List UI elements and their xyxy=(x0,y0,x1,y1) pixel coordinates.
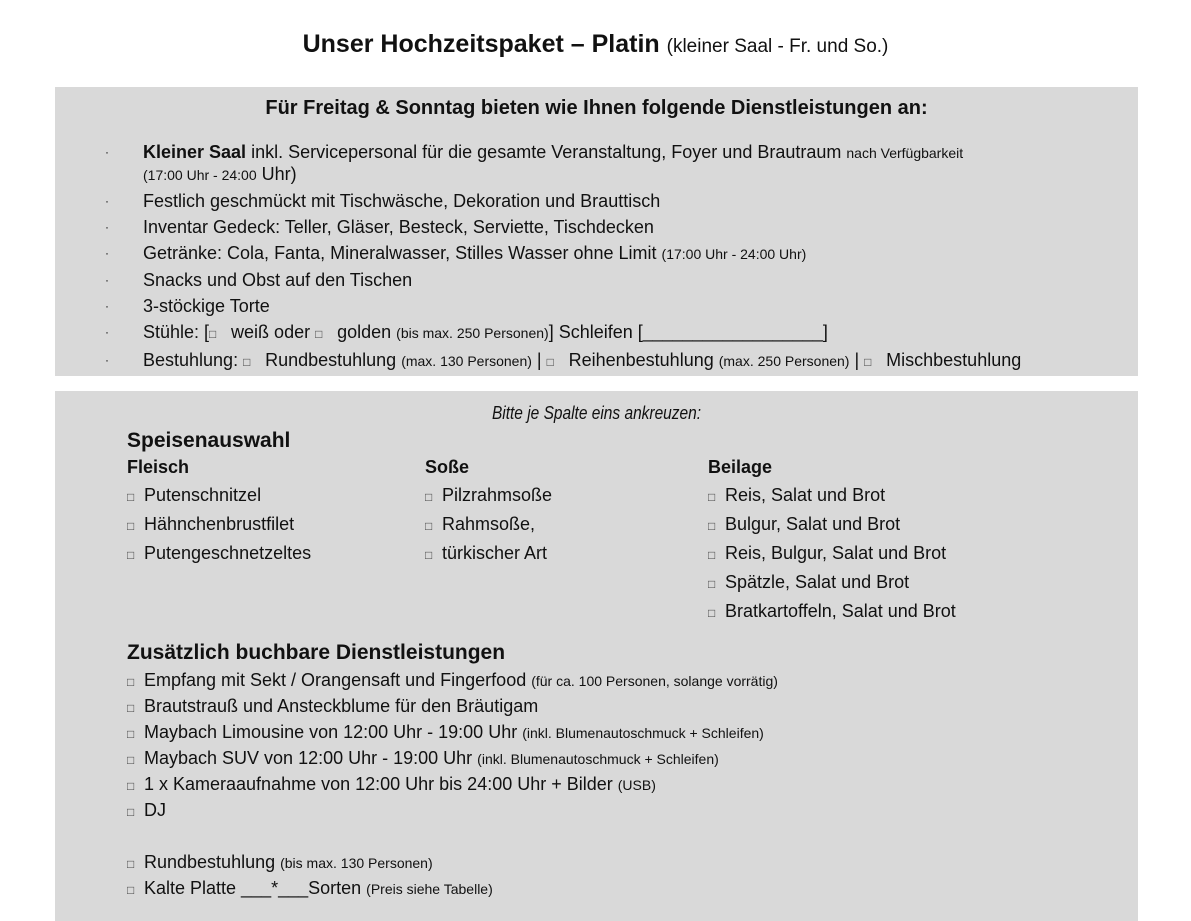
checkbox[interactable]: □ xyxy=(708,606,716,620)
bestuhlung-reihe: Reihenbestuhlung xyxy=(563,350,719,370)
saal-label: Kleiner Saal xyxy=(143,142,247,162)
stuehle-text-a: Stühle: [ xyxy=(143,322,210,342)
option-label: Putenschnitzel xyxy=(144,485,262,505)
page-title-main: Unser Hochzeitspaket – Platin xyxy=(302,30,660,58)
column-fleisch xyxy=(127,457,311,572)
checkbox[interactable]: □ xyxy=(425,519,433,533)
column-header: Fleisch xyxy=(127,457,190,477)
snacks-text: Snacks und Obst auf den Tischen xyxy=(143,270,413,290)
separator: | xyxy=(531,350,547,370)
getraenke-text: Getränke: Cola, Fanta, Mineralwasser, Stilles Wasser ohne Limit xyxy=(143,243,662,263)
inventar-text: Inventar Gedeck: Teller, Gläser, Besteck, Serviette, Tischdecken xyxy=(143,217,654,237)
torte-text: 3-stöckige Torte xyxy=(143,296,270,316)
extra-dj[interactable] xyxy=(127,800,778,826)
checkbox[interactable]: □ xyxy=(708,548,716,562)
checkbox[interactable]: □ xyxy=(127,727,135,741)
service-item-saal xyxy=(55,142,1103,186)
speisenauswahl-heading: Speisenauswahl xyxy=(127,429,291,452)
option-putengeschnetzeltes[interactable] xyxy=(127,543,311,572)
checkbox[interactable]: □ xyxy=(425,490,433,504)
extra-note: (inkl. Blumenautoschmuck + Schleifen) xyxy=(522,725,764,741)
option-label: Hähnchenbrustfilet xyxy=(144,514,295,534)
option-reis-bulgur[interactable] xyxy=(708,543,956,572)
separator: | xyxy=(849,350,865,370)
checkbox-rund[interactable]: □ xyxy=(243,355,251,369)
service-item-bestuhlung xyxy=(55,350,1103,373)
stuehle-max: (bis max. 250 Personen) xyxy=(396,325,549,341)
bestuhlung-misch: Mischbestuhlung xyxy=(881,350,1022,370)
checkbox[interactable]: □ xyxy=(127,675,135,689)
checkbox[interactable]: □ xyxy=(425,548,433,562)
option-label: Bulgur, Salat und Brot xyxy=(725,514,901,534)
service-item-snacks xyxy=(55,270,1103,291)
option-label: Reis, Salat und Brot xyxy=(725,485,886,505)
extras-list xyxy=(127,670,778,904)
checkbox[interactable]: □ xyxy=(127,701,135,715)
option-label: Spätzle, Salat und Brot xyxy=(725,572,910,592)
checkbox[interactable]: □ xyxy=(127,519,135,533)
saal-text: inkl. Servicepersonal für die gesamte Veranstaltung, Foyer und Brautraum xyxy=(246,142,847,162)
extra-rundbestuhlung[interactable] xyxy=(127,852,778,878)
checkbox-weiss[interactable]: □ xyxy=(209,327,217,341)
stuehle-text-d: ] Schleifen [__________________] xyxy=(548,322,828,342)
option-label: Bratkartoffeln, Salat und Brot xyxy=(725,601,956,621)
getraenke-time: (17:00 Uhr - 24:00 Uhr) xyxy=(661,246,807,262)
bestuhlung-text-a: Bestuhlung: xyxy=(143,350,244,370)
extra-label: Rundbestuhlung xyxy=(144,852,281,872)
menu-selection-panel xyxy=(55,391,1138,921)
bullet-icon: · xyxy=(105,299,109,313)
option-rahmsosse[interactable] xyxy=(425,514,552,543)
stuehle-text-c: golden xyxy=(332,322,397,342)
spacer xyxy=(127,826,778,852)
checkbox[interactable]: □ xyxy=(127,753,135,767)
column-sosse xyxy=(425,457,552,572)
option-label: türkischer Art xyxy=(442,543,548,563)
column-header: Beilage xyxy=(708,457,773,477)
extra-note: (inkl. Blumenautoschmuck + Schleifen) xyxy=(477,751,719,767)
checkbox[interactable]: □ xyxy=(708,519,716,533)
service-item-torte xyxy=(55,296,1103,317)
extra-kalte-platte[interactable] xyxy=(127,878,778,904)
option-label: Reis, Bulgur, Salat und Brot xyxy=(725,543,947,563)
checkbox[interactable]: □ xyxy=(708,490,716,504)
service-item-deko xyxy=(55,191,1103,212)
extra-note: (USB) xyxy=(617,777,656,793)
extra-kamera[interactable] xyxy=(127,774,778,800)
extra-label: Kalte Platte ___*___Sorten xyxy=(144,878,367,898)
column-beilage xyxy=(708,457,956,630)
service-item-inventar xyxy=(55,217,1103,238)
extra-label: DJ xyxy=(144,800,166,820)
stuehle-text-b: weiß oder xyxy=(226,322,316,342)
included-services-panel xyxy=(55,87,1138,376)
checkbox[interactable]: □ xyxy=(127,883,135,897)
option-reis[interactable] xyxy=(708,485,956,514)
option-label: Putengeschnetzeltes xyxy=(144,543,312,563)
option-bratkartoffeln[interactable] xyxy=(708,601,956,630)
bullet-icon: · xyxy=(105,194,109,208)
extra-note: (Preis siehe Tabelle) xyxy=(366,881,493,897)
extra-label: 1 x Kameraaufnahme von 12:00 Uhr bis 24:00 Uhr + Bilder xyxy=(144,774,618,794)
bestuhlung-reihe-max: (max. 250 Personen) xyxy=(718,353,850,369)
extra-label: Maybach SUV von 12:00 Uhr - 19:00 Uhr xyxy=(144,748,478,768)
extra-empfang[interactable] xyxy=(127,670,778,696)
extra-note: (bis max. 130 Personen) xyxy=(280,855,433,871)
checkbox-golden[interactable]: □ xyxy=(315,327,323,341)
saal-time-end: Uhr) xyxy=(256,164,297,184)
services-heading: Für Freitag & Sonntag bieten wie Ihnen folgende Dienstleistungen an: xyxy=(265,97,928,119)
bullet-icon: · xyxy=(105,145,109,159)
checkbox[interactable]: □ xyxy=(127,805,135,819)
bullet-icon: · xyxy=(105,220,109,234)
extra-label: Maybach Limousine von 12:00 Uhr - 19:00 Uhr xyxy=(144,722,523,742)
bullet-icon: · xyxy=(105,246,109,260)
saal-availability: nach Verfügbarkeit xyxy=(846,145,964,161)
option-bulgur[interactable] xyxy=(708,514,956,543)
checkbox-misch[interactable]: □ xyxy=(864,355,872,369)
option-putenschnitzel[interactable] xyxy=(127,485,311,514)
option-spaetzle[interactable] xyxy=(708,572,956,601)
column-header: Soße xyxy=(425,457,470,477)
option-haehnchenbrustfilet[interactable] xyxy=(127,514,311,543)
bestuhlung-rund-max: (max. 130 Personen) xyxy=(401,353,532,369)
checkbox[interactable]: □ xyxy=(127,779,135,793)
bullet-icon: · xyxy=(105,353,109,367)
checkbox[interactable]: □ xyxy=(127,490,135,504)
checkbox[interactable]: □ xyxy=(127,857,135,871)
extra-label: Empfang mit Sekt / Orangensaft und Fingerfood xyxy=(144,670,532,690)
deko-text: Festlich geschmückt mit Tischwäsche, Dekoration und Brauttisch xyxy=(143,191,661,211)
bullet-icon: · xyxy=(105,325,109,339)
checkbox[interactable]: □ xyxy=(708,577,716,591)
extra-brautstrauss[interactable] xyxy=(127,696,778,722)
service-item-getraenke xyxy=(55,243,1103,265)
bullet-icon: · xyxy=(105,273,109,287)
checkbox-reihe[interactable]: □ xyxy=(546,355,554,369)
option-label: Pilzrahmsoße xyxy=(442,485,553,505)
extra-label: Brautstrauß und Ansteckblume für den Bräutigam xyxy=(144,696,539,716)
extra-maybach-suv[interactable] xyxy=(127,748,778,774)
extra-note: (für ca. 100 Personen, solange vorrätig) xyxy=(531,673,778,689)
extra-maybach-limousine[interactable] xyxy=(127,722,778,748)
checkbox[interactable]: □ xyxy=(127,548,135,562)
page-title-subtitle: (kleiner Saal - Fr. und So.) xyxy=(666,36,889,57)
saal-time: (17:00 Uhr - 24:00 xyxy=(143,167,257,183)
option-pilzrahmsosse[interactable] xyxy=(425,485,552,514)
page-title xyxy=(0,30,1191,59)
service-item-stuehle xyxy=(55,322,1103,345)
services-list xyxy=(55,142,1138,376)
instruction-text: Bitte je Spalte eins ankreuzen: xyxy=(491,403,702,423)
bestuhlung-rund: Rundbestuhlung xyxy=(260,350,402,370)
option-tuerkischer-art[interactable] xyxy=(425,543,552,572)
option-label: Rahmsoße, xyxy=(442,514,536,534)
extras-heading: Zusätzlich buchbare Dienstleistungen xyxy=(127,641,506,664)
